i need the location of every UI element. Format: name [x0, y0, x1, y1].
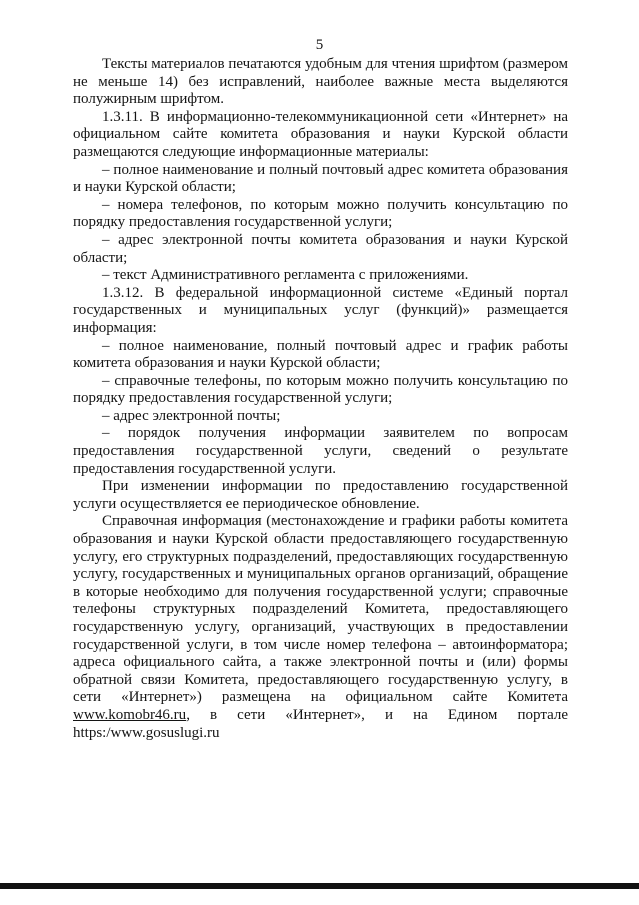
list-item-info-procedure: – порядок получения информации заявителем по вопросам предоставления государственной услуги, сведений о результате предоставления государственной услуги.: [73, 425, 568, 477]
list-item-name-address-schedule: – полное наименование, полный почтовый адрес и график работы комитета образования и науки Курской области;: [73, 337, 568, 372]
page-number: 5: [315, 37, 324, 53]
list-item-email: – адрес электронной почты;: [102, 407, 281, 424]
list-item-email-address: – адрес электронной почты комитета образования и науки Курской области;: [73, 231, 568, 266]
paragraph-info-update: При изменении информации по предоставлению государственной услуги осуществляется ее периодическое обновление.: [73, 478, 568, 512]
paragraph-materials-font: Тексты материалов печатаются удобным для чтения шрифтом (размером не меньше 14) без исправлений, наиболее важные места выделяются полужирным шрифтом.: [73, 56, 568, 108]
list-item-reference-phones: – справочные телефоны, по которым можно получить консультацию по порядку предоставления государственной услуги;: [73, 372, 568, 407]
page-bottom-border: [0, 883, 639, 889]
paragraph-1-3-12: 1.3.12. В федеральной информационной системе «Единый портал государственных и муниципальных услуг (функций)» размещается информация:: [73, 284, 568, 336]
reference-info-text: Справочная информация (местонахождение и графики работы комитета образования и науки Курской области предоставляющего государственную услугу, его структурных подразделений, предоставляющих государственную услугу, государственных и муниципальных органов организаций, обращение в которые необходимо для получения государственной услуги; справочные телефоны структурных подразделений Комитета, предоставляющего государственную услугу, организаций, участвующих в предоставлении государственной услуги, в том числе номер телефона – автоинформатора; адреса официального сайта, а также электронной почты и (или) формы обратной связи Комитета, предоставляющего государственную услугу, в сети «Интернет») размещена на официальном сайте Комитета: [73, 513, 568, 706]
document-body: [73, 56, 568, 742]
list-item-phone-numbers: – номера телефонов, по которым можно получить консультацию по порядку предоставления государственной услуги;: [73, 196, 568, 231]
reference-info-tail: , в сети «Интернет», и на Едином портале https:/www.gosuslugi.ru: [73, 706, 568, 741]
paragraph-1-3-11: 1.3.11. В информационно-телекоммуникационной сети «Интернет» на официальном сайте комитета образования и науки Курской области размещаются следующие информационные материалы:: [73, 108, 568, 160]
paragraph-reference-info: [73, 513, 568, 742]
komobr46-link[interactable]: www.komobr46.ru: [73, 706, 187, 723]
list-item-regulation-text: – текст Административного регламента с приложениями.: [102, 267, 469, 284]
list-item-full-name-address: – полное наименование и полный почтовый адрес комитета образования и науки Курской области;: [73, 161, 568, 196]
